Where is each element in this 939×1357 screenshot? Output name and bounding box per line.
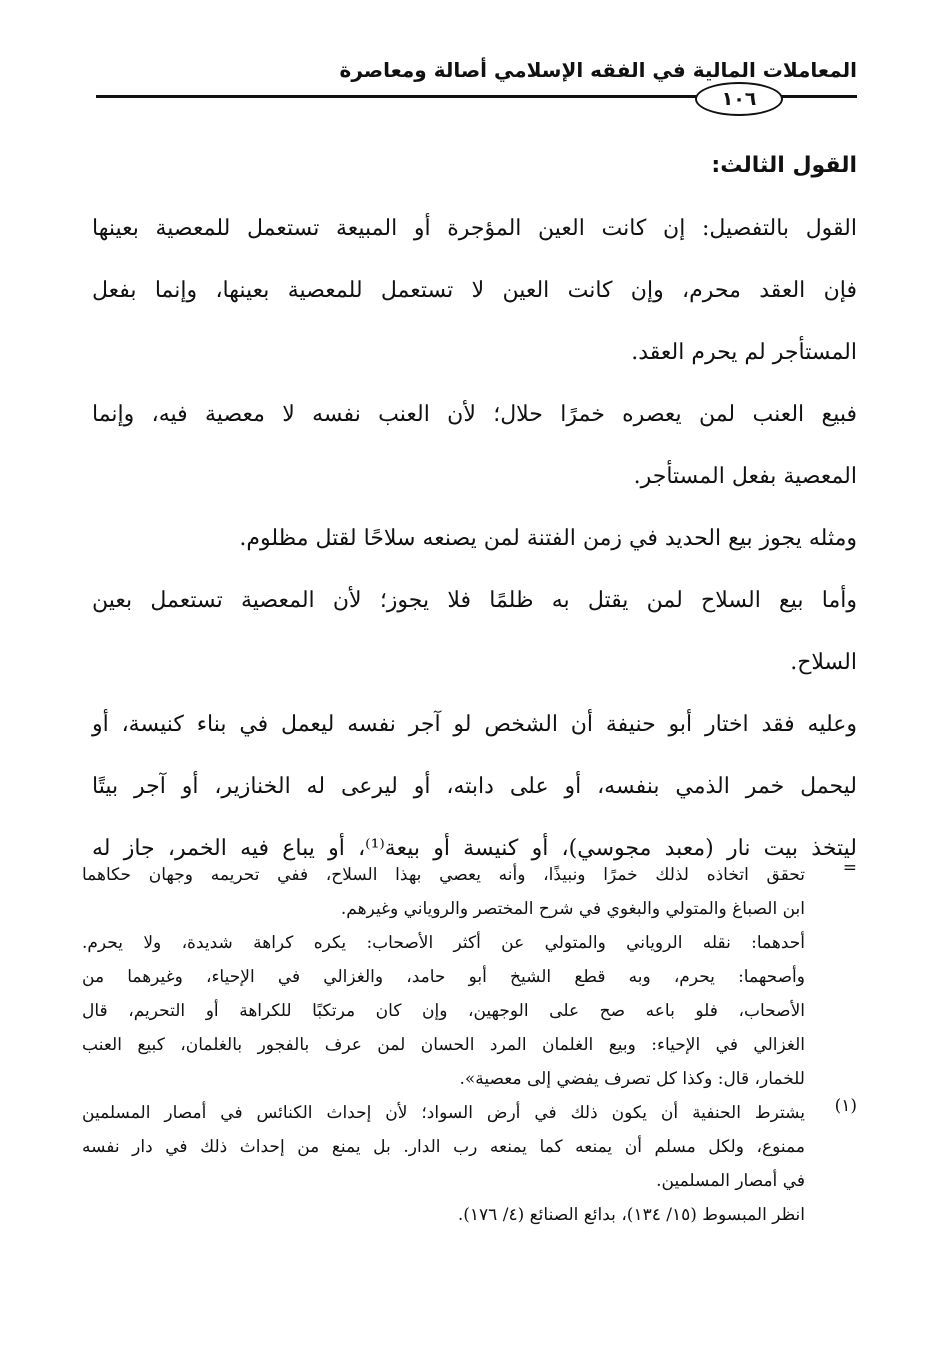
text-line: المستأجر لم يحرم العقد. — [631, 340, 857, 365]
footnote-line: للخمار، قال: وكذا كل تصرف يفضي إلى معصية». — [459, 1069, 805, 1089]
text-line: وأما بيع السلاح لمن يقتل به ظلمًا فلا يجوز؛ لأن المعصية تستعمل بعين — [92, 588, 857, 613]
footnote-line: في أمصار المسلمين. — [656, 1171, 805, 1191]
footnote-number: (١) — [834, 1096, 857, 1116]
footnote-line: انظر المبسوط (١٥/ ١٣٤)، بدائع الصنائع (٤/ ١٧٦). — [457, 1205, 805, 1225]
footnotes — [82, 858, 857, 1232]
footnote-line: يشترط الحنفية أن يكون ذلك في أرض السواد؛ لأن إحداث الكنائس في أمصار المسلمين — [82, 1103, 805, 1123]
footnote-line: الأصحاب، فلو باعه صح على الوجهين، وإن كان مرتكبًا للكراهة أو التحريم، قال — [82, 1001, 805, 1021]
continuation-mark: = — [842, 858, 857, 878]
text-line: المعصية بفعل المستأجر. — [633, 464, 857, 489]
footnote-line: تحقق اتخاذه لذلك خمرًا ونبيذًا، وأنه يعصي بهذا السلاح، ففي تحريمه وجهان حكاهما — [82, 865, 805, 885]
text-line: ليحمل خمر الذمي بنفسه، أو على دابته، أو ليرعى له الخنازير، أو آجر بيتًا — [92, 774, 857, 799]
text-line: فإن العقد محرم، وإن كانت العين لا تستعمل للمعصية بعينها، وإنما بفعل — [92, 278, 857, 303]
main-text — [92, 198, 857, 880]
footnote-1 — [82, 1096, 857, 1130]
text-line: القول بالتفصيل: إن كانت العين المؤجرة أو المبيعة تستعمل للمعصية بعينها — [92, 216, 857, 241]
section-heading: القول الثالث: — [711, 153, 857, 178]
footnote-line: أحدهما: نقله الروياني والمتولي عن أكثر الأصحاب: يكره كراهة شديدة، ولا يحرم. — [82, 933, 805, 953]
running-title: المعاملات المالية في الفقه الإسلامي أصالة ومعاصرة — [339, 58, 857, 82]
text-line: فبيع العنب لمن يعصره خمرًا حلال؛ لأن العنب نفسه لا معصية فيه، وإنما — [92, 402, 857, 427]
footnote-continuation — [82, 858, 857, 892]
footnote-line: ابن الصباغ والمتولي والبغوي في شرح المختصر والروياني وغيرهم. — [340, 899, 805, 919]
page-number: ١٠٦ — [695, 82, 783, 116]
text-line: وعليه فقد اختار أبو حنيفة أن الشخص لو آجر نفسه ليعمل في بناء كنيسة، أو — [92, 712, 857, 737]
text-line: ومثله يجوز بيع الحديد في زمن الفتنة لمن يصنعه سلاحًا لقتل مظلوم. — [239, 526, 857, 551]
footnote-line: وأصحهما: يحرم، وبه قطع الشيخ أبو حامد، والغزالي في الإحياء، وغيرهما من — [82, 967, 805, 987]
footnote-line: الغزالي في الإحياء: وبيع الغلمان المرد الحسان لمن عرف بالفجور بالغلمان، كبيع العنب — [82, 1035, 805, 1055]
text-line: السلاح. — [790, 650, 857, 675]
footnote-line: ممنوع، ولكل مسلم أن يمنعه كما يمنعه رب الدار. بل يمنع من إحداث ذلك في دار نفسه — [82, 1137, 805, 1157]
text-line: ليتخذ بيت نار (معبد مجوسي)، أو كنيسة أو بيعة⁽¹⁾، أو يباع فيه الخمر، جاز له — [92, 836, 857, 861]
